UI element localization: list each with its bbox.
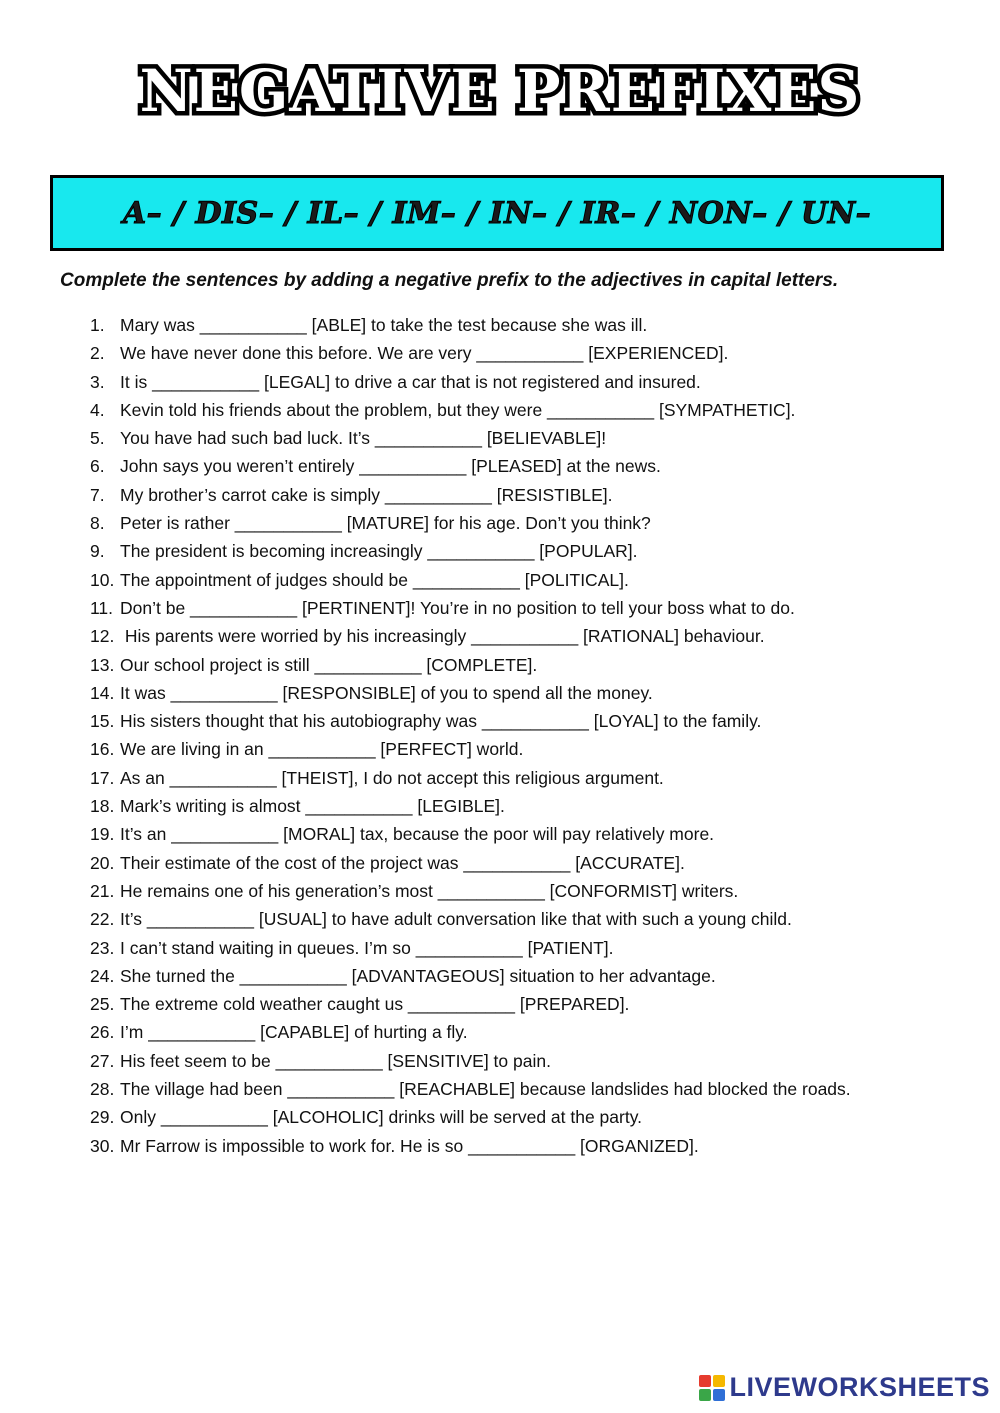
question-item bbox=[90, 597, 950, 625]
question-number: 29. bbox=[90, 1107, 115, 1128]
question-item bbox=[90, 908, 950, 936]
question-item bbox=[90, 795, 950, 823]
question-text: He remains one of his generation’s most ___________ [CONFORMIST] writers. bbox=[120, 880, 739, 901]
question-text: We have never done this before. We are very ___________ [EXPERIENCED]. bbox=[120, 343, 729, 364]
question-text: Don’t be ___________ [PERTINENT]! You’re in no position to tell your boss what to do. bbox=[120, 597, 795, 618]
question-text: Mark’s writing is almost ___________ [LEGIBLE]. bbox=[120, 796, 505, 817]
question-text: The president is becoming increasingly ___________ [POPULAR]. bbox=[120, 541, 638, 562]
logo-square bbox=[713, 1389, 725, 1401]
question-number: 9. bbox=[90, 541, 105, 562]
question-number: 14. bbox=[90, 682, 115, 703]
question-text: His parents were worried by his increasingly ___________ [RATIONAL] behaviour. bbox=[120, 626, 765, 647]
logo-square bbox=[699, 1375, 711, 1387]
question-number: 4. bbox=[90, 399, 105, 420]
question-item bbox=[90, 654, 950, 682]
question-text: My brother’s carrot cake is simply ___________ [RESISTIBLE]. bbox=[120, 484, 613, 505]
question-text: It’s an ___________ [MORAL] tax, because the poor will pay relatively more. bbox=[120, 824, 715, 845]
question-item bbox=[90, 342, 950, 370]
question-text: The appointment of judges should be ___________ [POLITICAL]. bbox=[120, 569, 629, 590]
question-item bbox=[90, 399, 950, 427]
question-number: 15. bbox=[90, 711, 115, 732]
question-text: Our school project is still ___________ [COMPLETE]. bbox=[120, 654, 538, 675]
page-title-text: NEGATIVE PREFIXES bbox=[139, 57, 861, 125]
question-text: Their estimate of the cost of the project was ___________ [ACCURATE]. bbox=[120, 852, 685, 873]
question-text: His feet seem to be ___________ [SENSITIVE] to pain. bbox=[120, 1050, 551, 1071]
question-list bbox=[90, 314, 950, 1163]
question-text: It is ___________ [LEGAL] to drive a car that is not registered and insured. bbox=[120, 371, 701, 392]
logo-square bbox=[699, 1389, 711, 1401]
question-text: Mr Farrow is impossible to work for. He is so ___________ [ORGANIZED]. bbox=[120, 1135, 699, 1156]
question-number: 8. bbox=[90, 513, 105, 534]
watermark-text: LIVEWORKSHEETS bbox=[729, 1372, 990, 1402]
question-number: 1. bbox=[90, 315, 105, 335]
question-text: You have had such bad luck. It’s ___________ [BELIEVABLE]! bbox=[120, 428, 607, 449]
question-item bbox=[90, 455, 950, 483]
question-item bbox=[90, 1106, 950, 1134]
question-number: 25. bbox=[90, 994, 115, 1015]
logo-square bbox=[713, 1375, 725, 1387]
question-item bbox=[90, 1135, 950, 1163]
question-text: Mary was ___________ [ABLE] to take the test because she was ill. bbox=[120, 315, 648, 335]
question-number: 13. bbox=[90, 654, 115, 675]
question-number: 2. bbox=[90, 343, 105, 364]
question-item bbox=[90, 512, 950, 540]
question-number: 12. bbox=[90, 626, 115, 647]
question-text: The village had been ___________ [REACHABLE] because landslides had blocked the roads. bbox=[120, 1079, 851, 1100]
question-number: 30. bbox=[90, 1135, 115, 1156]
question-item bbox=[90, 965, 950, 993]
question-number: 10. bbox=[90, 569, 115, 590]
question-text: I’m ___________ [CAPABLE] of hurting a fly. bbox=[120, 1022, 468, 1043]
question-item bbox=[90, 937, 950, 965]
question-item bbox=[90, 1050, 950, 1078]
question-item bbox=[90, 540, 950, 568]
question-text: Peter is rather ___________ [MATURE] for his age. Don’t you think? bbox=[120, 513, 651, 534]
question-item bbox=[90, 682, 950, 710]
question-item bbox=[90, 767, 950, 795]
question-number: 7. bbox=[90, 484, 105, 505]
page-title bbox=[0, 57, 1000, 125]
question-item bbox=[90, 427, 950, 455]
question-text: Kevin told his friends about the problem, but they were ___________ [SYMPATHETIC]. bbox=[120, 399, 796, 420]
instructions: Complete the sentences by adding a negative prefix to the adjectives in capital letters. bbox=[60, 270, 839, 291]
question-number: 18. bbox=[90, 796, 115, 817]
question-number: 19. bbox=[90, 824, 115, 845]
question-number: 6. bbox=[90, 456, 105, 477]
question-number: 5. bbox=[90, 428, 105, 449]
question-item bbox=[90, 484, 950, 512]
question-item bbox=[90, 625, 950, 653]
question-number: 16. bbox=[90, 739, 115, 760]
question-text: Only ___________ [ALCOHOLIC] drinks will be served at the party. bbox=[120, 1107, 643, 1128]
prefix-banner bbox=[50, 175, 944, 251]
question-text: The extreme cold weather caught us ___________ [PREPARED]. bbox=[120, 994, 630, 1015]
question-text: We are living in an ___________ [PERFECT] world. bbox=[120, 739, 524, 760]
question-number: 27. bbox=[90, 1050, 115, 1071]
question-number: 26. bbox=[90, 1022, 115, 1043]
question-text: She turned the ___________ [ADVANTAGEOUS] situation to her advantage. bbox=[120, 965, 716, 986]
question-item bbox=[90, 738, 950, 766]
question-item bbox=[90, 852, 950, 880]
question-number: 23. bbox=[90, 937, 115, 958]
question-text: His sisters thought that his autobiography was ___________ [LOYAL] to the family. bbox=[120, 711, 762, 732]
question-number: 17. bbox=[90, 767, 115, 788]
question-number: 24. bbox=[90, 965, 115, 986]
question-item bbox=[90, 710, 950, 738]
question-item bbox=[90, 314, 950, 342]
liveworksheets-watermark bbox=[699, 1372, 990, 1403]
question-item bbox=[90, 1021, 950, 1049]
question-text: It’s ___________ [USUAL] to have adult conversation like that with such a young child. bbox=[120, 909, 792, 930]
question-number: 20. bbox=[90, 852, 115, 873]
question-item bbox=[90, 993, 950, 1021]
prefix-banner-text: A– / DIS– / IL– / IM– / IN– / IR– / NON– / UN– bbox=[122, 195, 872, 231]
question-item bbox=[90, 1078, 950, 1106]
question-text: As an ___________ [THEIST], I do not accept this religious argument. bbox=[120, 767, 664, 788]
question-item bbox=[90, 569, 950, 597]
question-text: It was ___________ [RESPONSIBLE] of you to spend all the money. bbox=[120, 682, 653, 703]
question-item bbox=[90, 371, 950, 399]
question-item bbox=[90, 880, 950, 908]
question-number: 3. bbox=[90, 371, 105, 392]
question-number: 28. bbox=[90, 1079, 115, 1100]
question-number: 22. bbox=[90, 909, 115, 930]
question-item bbox=[90, 823, 950, 851]
question-text: I can’t stand waiting in queues. I’m so ___________ [PATIENT]. bbox=[120, 937, 614, 958]
question-text: John says you weren’t entirely ___________ [PLEASED] at the news. bbox=[120, 456, 661, 477]
question-number: 11. bbox=[90, 597, 114, 618]
question-number: 21. bbox=[90, 880, 115, 901]
liveworksheets-logo-icon bbox=[699, 1375, 725, 1401]
